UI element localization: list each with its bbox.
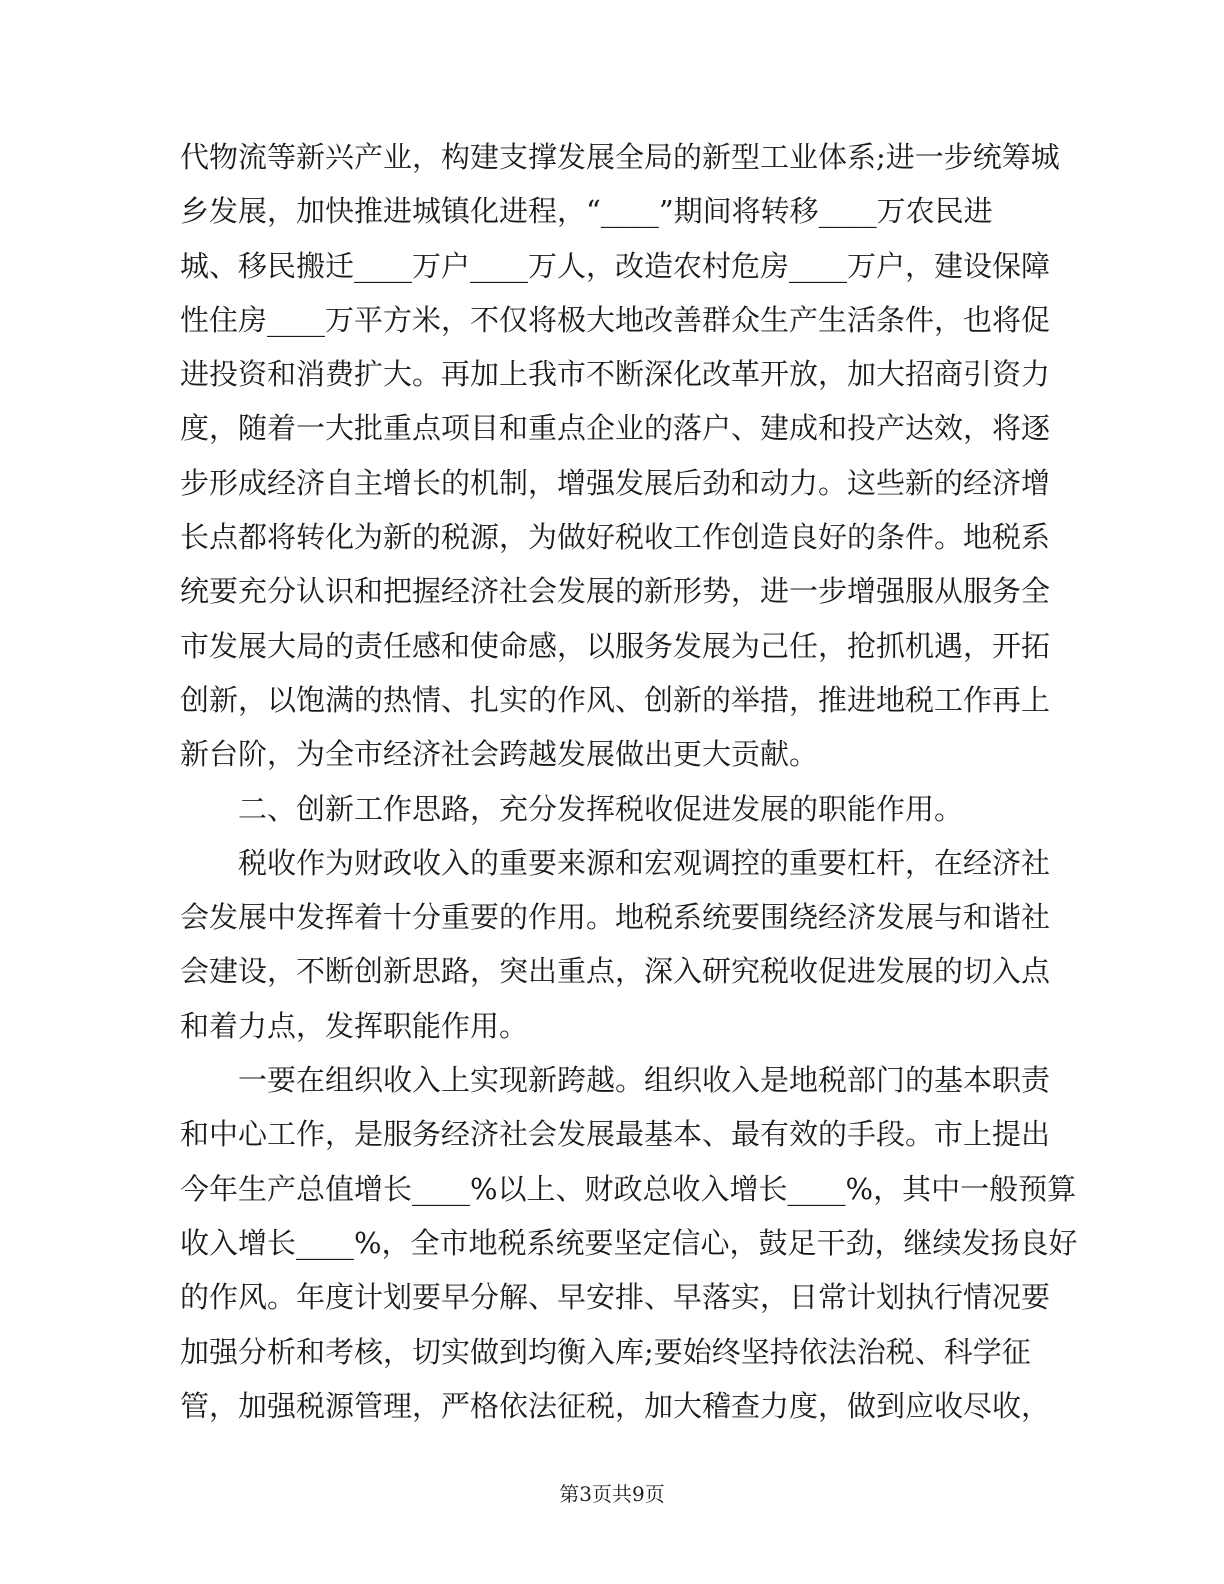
text-line: 收入增长____%，全市地税系统要坚定信心，鼓足干劲，继续发扬良好 — [180, 1225, 1078, 1260]
text-line: 进投资和消费扩大。再加上我市不断深化改革开放，加大招商引资力 — [180, 357, 1051, 392]
text-line: 和中心工作，是服务经济社会发展最基本、最有效的手段。市上提出 — [180, 1117, 1051, 1152]
text-line: 管，加强税源管理，严格依法征税，加大稽查力度，做到应收尽收， — [180, 1388, 1051, 1423]
text-line: 统要充分认识和把握经济社会发展的新形势，进一步增强服从服务全 — [180, 574, 1051, 609]
text-line: 创新，以饱满的热情、扎实的作风、创新的举措，推进地税工作再上 — [180, 682, 1051, 717]
text-line: 会建设，不断创新思路，突出重点，深入研究税收促进发展的切入点 — [180, 954, 1051, 989]
text-line: 代物流等新兴产业，构建支撑发展全局的新型工业体系;进一步统筹城 — [180, 140, 1060, 174]
text-line: 度，随着一大批重点项目和重点企业的落户、建成和投产达效，将逐 — [180, 411, 1051, 446]
text-line: 新台阶，为全市经济社会跨越发展做出更大贡献。 — [180, 737, 819, 772]
text-line: 步形成经济自主增长的机制，增强发展后劲和动力。这些新的经济增 — [180, 465, 1051, 500]
document-body — [180, 130, 1078, 1433]
text-line: 税收作为财政收入的重要来源和宏观调控的重要杠杆，在经济社 — [238, 845, 1051, 880]
text-line: 长点都将转化为新的税源，为做好税收工作创造良好的条件。地税系 — [180, 520, 1051, 555]
section-heading: 二、创新工作思路，充分发挥税收促进发展的职能作用。 — [238, 791, 964, 826]
text-line: 性住房____万平方米，不仅将极大地改善群众生产生活条件，也将促 — [180, 302, 1051, 337]
page-footer: 第3页共9页 — [559, 1482, 665, 1506]
text-line: 市发展大局的责任感和使命感，以服务发展为己任，抢抓机遇，开拓 — [180, 628, 1051, 663]
text-line: 的作风。年度计划要早分解、早安排、早落实，日常计划执行情况要 — [180, 1280, 1051, 1315]
text-line: 和着力点，发挥职能作用。 — [180, 1008, 529, 1043]
text-line: 一要在组织收入上实现新跨越。组织收入是地税部门的基本职责 — [238, 1063, 1051, 1098]
text-line: 今年生产总值增长____%以上、财政总收入增长____%，其中一般预算 — [180, 1171, 1077, 1206]
text-line: 会发展中发挥着十分重要的作用。地税系统要围绕经济发展与和谐社 — [180, 900, 1051, 935]
text-line: 加强分析和考核，切实做到均衡入库;要始终坚持依法治税、科学征 — [180, 1334, 1031, 1369]
text-line: 城、移民搬迁____万户____万人，改造农村危房____万户，建设保障 — [180, 248, 1051, 283]
text-line: 乡发展，加快推进城镇化进程，“____”期间将转移____万农民进 — [180, 194, 993, 229]
